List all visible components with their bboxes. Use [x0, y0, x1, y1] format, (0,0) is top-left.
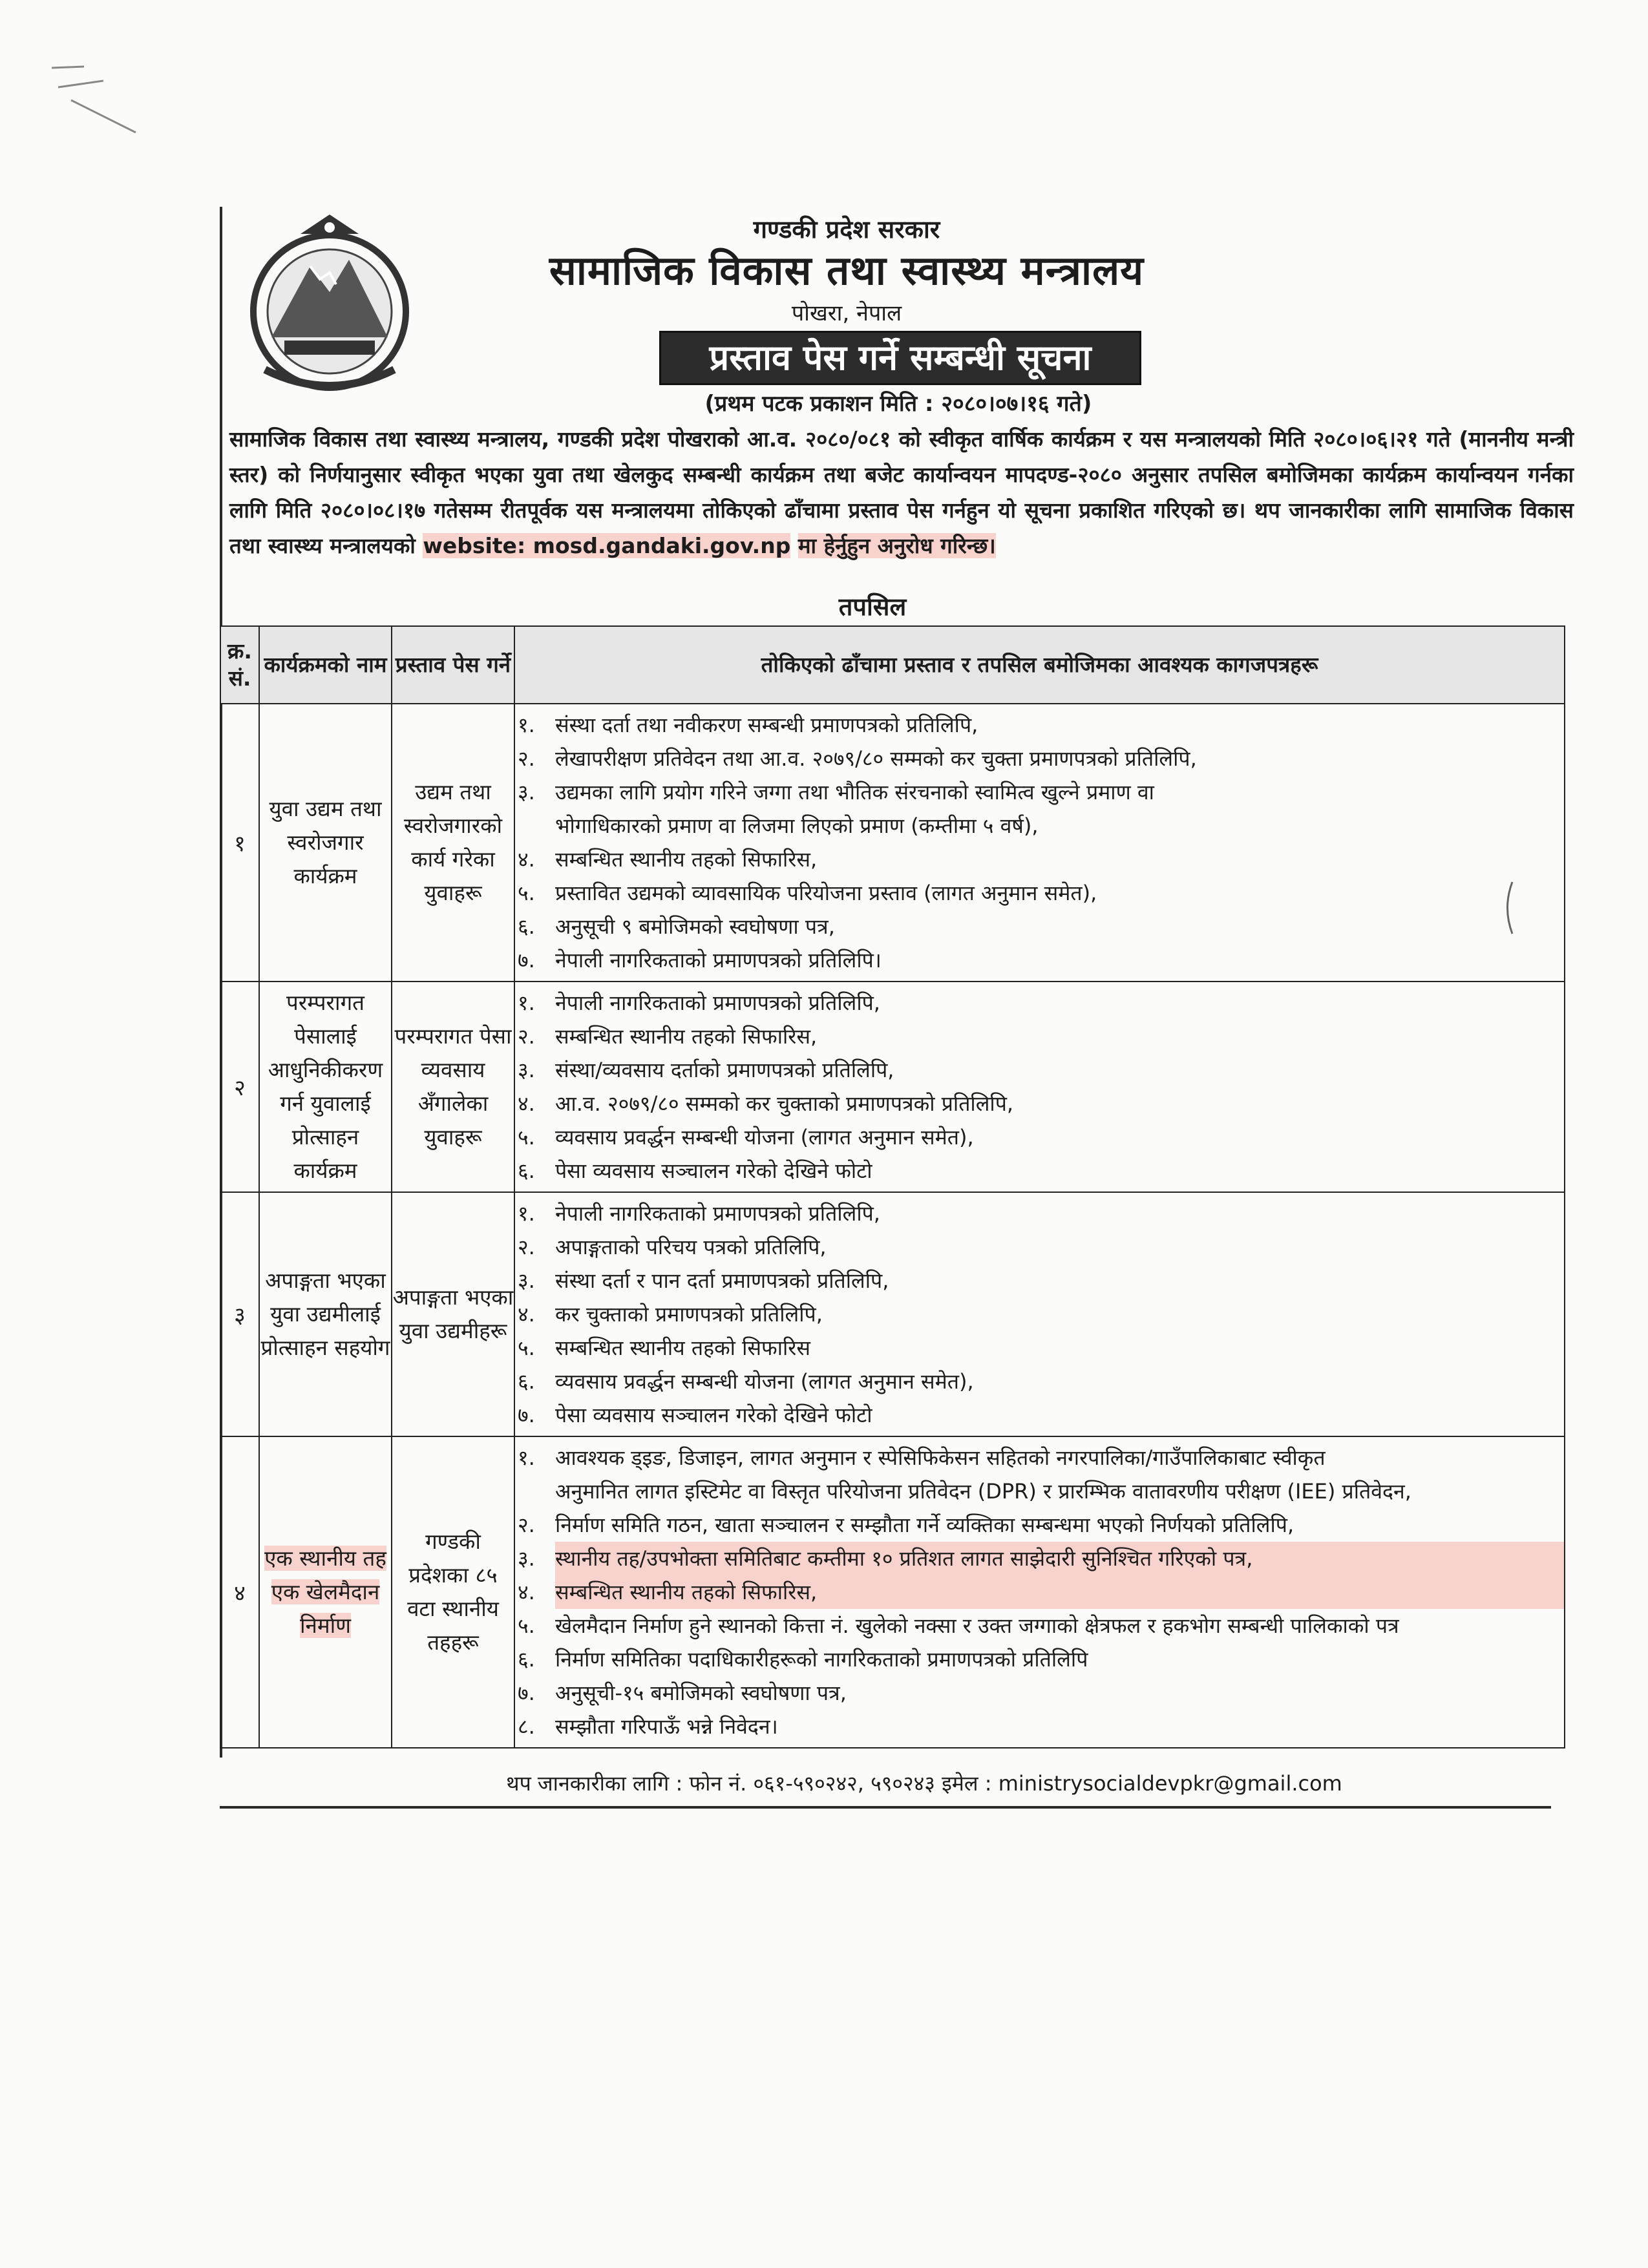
government-name: गण्डकी प्रदेश सरकार [753, 215, 940, 244]
document-text: सम्बन्धित स्थानीय तहको सिफारिस [555, 1336, 811, 1360]
document-item [518, 1609, 1564, 1643]
document-number: ४. [518, 1091, 535, 1116]
document-number: ६. [518, 1369, 535, 1394]
document-item [518, 1643, 1564, 1676]
document-item [518, 1331, 1564, 1365]
document-text: निर्माण समितिका पदाधिकारीहरूको नागरिकताको प्रमाणपत्रको प्रतिलिपि [555, 1647, 1088, 1672]
table-row [220, 704, 1565, 982]
document-number: १. [518, 713, 535, 737]
document-text: कर चुक्ताको प्रमाणपत्रको प्रतिलिपि, [555, 1302, 823, 1327]
document-text: खेलमैदान निर्माण हुने स्थानको कित्ता नं. खुलेको नक्सा र उक्त जग्गाको क्षेत्रफल र हकभोग सम्बन्धी पालिकाको पत्र [555, 1613, 1399, 1638]
document-number: ३. [518, 780, 535, 804]
document-number: ५. [518, 1613, 535, 1638]
table-header-row [220, 626, 1565, 704]
document-text: निर्माण समिति गठन, खाता सञ्चालन र सम्झौता गर्ने व्यक्तिका सम्बन्धमा भएको निर्णयको प्रतिलिपि, [555, 1513, 1294, 1537]
document-text: लेखापरीक्षण प्रतिवेदन तथा आ.व. २०७९/८० सम्मको कर चुक्ता प्रमाणपत्रको प्रतिलिपि, [555, 746, 1197, 771]
row-program [259, 982, 392, 1192]
document-item [518, 1676, 1564, 1710]
footer-rule [220, 1806, 1551, 1809]
document-text: व्यवसाय प्रवर्द्धन सम्बन्धी योजना (लागत अनुमान समेत), [555, 1125, 974, 1150]
document-text: आवश्यक ड्इङ, डिजाइन, लागत अनुमान र स्पेसिफिकेसन सहितको नगरपालिका/गाउँपालिकाबाट स्वीकृत [555, 1445, 1326, 1470]
document-item [518, 1087, 1564, 1120]
document-item [518, 1197, 1564, 1230]
document-text: संस्था दर्ता र पान दर्ता प्रमाणपत्रको प्रतिलिपि, [555, 1268, 889, 1293]
document-text: अनुमानित लागत इस्टिमेट वा विस्तृत परियोजना प्रतिवेदन (DPR) र प्रारम्भिक वातावरणीय परीक्षण (IEE) प्रतिवेदन, [555, 1479, 1411, 1504]
header-documents: तोकिएको ढाँचामा प्रस्ताव र तपसिल बमोजिमका आवश्यक कागजपत्रहरू [514, 626, 1565, 704]
document-number: ८. [518, 1714, 535, 1739]
table-row [220, 1192, 1565, 1436]
document-number: ४. [518, 1302, 535, 1327]
document-item [518, 1154, 1564, 1188]
table-row [220, 982, 1565, 1192]
document-text: उद्यमका लागि प्रयोग गरिने जग्गा तथा भौतिक संरचनाको स्वामित्व खुल्ने प्रमाण वा [555, 780, 1154, 804]
document-number: ७. [518, 1681, 535, 1705]
document-text: पेसा व्यवसाय सञ्चालन गरेको देखिने फोटो [555, 1159, 872, 1183]
annex-title: तपसिल [838, 593, 907, 621]
document-item [518, 1297, 1564, 1331]
document-text: संस्था/व्यवसाय दर्ताको प्रमाणपत्रको प्रतिलिपि, [555, 1058, 894, 1082]
contact-footer: थप जानकारीका लागि : फोन नं. ०६१-५९०२४२, ५९०२४३ इमेल : ministrysocialdevpkr@gmail.com [506, 1771, 1342, 1796]
document-item [518, 1053, 1564, 1087]
document-number: २. [518, 746, 535, 771]
document-item [518, 843, 1564, 876]
header-program: कार्यक्रमको नाम [259, 626, 392, 704]
document-text: सम्झौता गरिपाऊँ भन्ने निवेदन। [555, 1714, 778, 1739]
document-item [518, 1264, 1564, 1297]
intro-paragraph [229, 421, 1574, 563]
document-text: आ.व. २०७९/८० सम्मको कर चुक्ताको प्रमाणपत्रको प्रतिलिपि, [555, 1091, 1014, 1116]
document-text: सम्बन्धित स्थानीय तहको सिफारिस, [555, 1575, 1564, 1609]
document-text: भोगाधिकारको प्रमाण वा लिजमा लिएको प्रमाण (कम्तीमा ५ वर्ष), [555, 814, 1039, 838]
document-item [518, 1441, 1564, 1475]
document-number: १. [518, 1201, 535, 1226]
document-item [518, 876, 1564, 910]
row-sn: २ [220, 982, 259, 1192]
table-row [220, 1436, 1565, 1748]
document-number: १. [518, 1445, 535, 1470]
row-sn: ४ [220, 1436, 259, 1748]
row-sn: ३ [220, 1192, 259, 1436]
document-number: ४. [518, 847, 535, 872]
document-text: नेपाली नागरिकताको प्रमाणपत्रको प्रतिलिपि। [555, 948, 882, 972]
document-number: ५. [518, 1336, 535, 1360]
row-applicant: उद्यम तथा स्वरोजगारको कार्य गरेका युवाहरू [392, 704, 514, 982]
document-number: ६. [518, 1647, 535, 1672]
header-sn: क्र. सं. [220, 626, 259, 704]
notice-title: प्रस्ताव पेस गर्ने सम्बन्धी सूचना [659, 331, 1141, 385]
row-program [259, 704, 392, 982]
document-text: अनुसूची ९ बमोजिमको स्वघोषणा पत्र, [555, 914, 835, 939]
row-program [259, 1192, 392, 1436]
document-item [518, 1508, 1564, 1542]
row-documents [514, 1436, 1565, 1748]
document-item [518, 1575, 1564, 1609]
row-applicant: परम्परागत पेसा व्यवसाय अँगालेका युवाहरू [392, 982, 514, 1192]
ministry-website: website: mosd.gandaki.gov.np [423, 533, 791, 558]
document-text: प्रस्तावित उद्यमको व्यावसायिक परियोजना प्रस्ताव (लागत अनुमान समेत), [555, 881, 1097, 905]
document-number: ५. [518, 1125, 535, 1150]
document-number: २. [518, 1024, 535, 1049]
nepal-emblem-logo [239, 208, 420, 402]
document-number: ६. [518, 914, 535, 939]
document-text: संस्था दर्ता तथा नवीकरण सम्बन्धी प्रमाणपत्रको प्रतिलिपि, [555, 713, 978, 737]
row-applicant: गण्डकी प्रदेशका ८५ वटा स्थानीय तहहरू [392, 1436, 514, 1748]
document-item [518, 809, 1564, 843]
document-item [518, 986, 1564, 1020]
row-documents [514, 704, 1565, 982]
scan-mark [45, 61, 142, 139]
document-item [518, 943, 1564, 977]
document-item [518, 1120, 1564, 1154]
margin-mark [1499, 879, 1519, 937]
document-text: अपाङ्गताको परिचय पत्रको प्रतिलिपि, [555, 1235, 827, 1259]
document-text: स्थानीय तह/उपभोक्ता समितिबाट कम्तीमा १० प्रतिशत लागत साझेदारी सुनिश्चित गरिएको पत्र, [555, 1542, 1564, 1575]
document-text: सम्बन्धित स्थानीय तहको सिफारिस, [555, 847, 818, 872]
header-applicant: प्रस्ताव पेस गर्ने [392, 626, 514, 704]
publish-date: (प्रथम पटक प्रकाशन मिति : २०८०।०७।१६ गते) [704, 391, 1092, 417]
document-number: २. [518, 1513, 535, 1537]
document-number: ३. [518, 1058, 535, 1082]
document-item [518, 1542, 1564, 1575]
document-item [518, 1710, 1564, 1743]
program-name: युवा उद्यम तथा स्वरोजगार कार्यक्रम [269, 796, 382, 888]
document-text: नेपाली नागरिकताको प्रमाणपत्रको प्रतिलिपि, [555, 991, 880, 1015]
program-name: अपाङ्गता भएका युवा उद्यमीलाई प्रोत्साहन सहयोग [260, 1268, 390, 1360]
document-text: पेसा व्यवसाय सञ्चालन गरेको देखिने फोटो [555, 1403, 872, 1427]
document-item [518, 1365, 1564, 1398]
document-number: ६. [518, 1159, 535, 1183]
row-documents [514, 1192, 1565, 1436]
document-item [518, 708, 1564, 742]
document-number: ३. [518, 1546, 535, 1571]
document-number: २. [518, 1235, 535, 1259]
row-sn: १ [220, 704, 259, 982]
program-name: परम्परागत पेसालाई आधुनिकीकरण गर्न युवालाई प्रोत्साहन कार्यक्रम [268, 990, 383, 1183]
document-item [518, 775, 1564, 809]
row-program [259, 1436, 392, 1748]
document-number: ७. [518, 948, 535, 972]
document-item [518, 1230, 1564, 1264]
intro-text: सामाजिक विकास तथा स्वास्थ्य मन्त्रालय, गण्डकी प्रदेश पोखराको आ.व. २०८०/०८१ को स्वीकृत वार्षिक कार्यक्रम र यस मन्त्रालयको मिति २०८०।०६।२१ गते (माननीय मन्त्री स्तर) को निर्णयानुसार स्वीकृत भएका युवा तथा खेलकुद सम्बन्धी कार्यक्रम तथा बजेट कार्यान्वयन मापदण्ड-२०८० अनुसार तपसिल बमोजिमका कार्यक्रम कार्यान्वयन गर्नका लागि मिति २०८०।०८।१७ गतेसम्म रीतपूर्वक यस मन्त्रालयमा तोकिएको ढाँचामा प्रस्ताव पेस गर्नहुन यो सूचना प्रकाशित गरिएको छ। थप जानकारीका लागि सामाजिक विकास तथा स्वास्थ्य मन्त्रालयको [229, 426, 1574, 558]
program-name: एक स्थानीय तह एक खेलमैदान निर्माण [264, 1546, 386, 1638]
document-number: ५. [518, 881, 535, 905]
requirements-table [220, 625, 1565, 1748]
document-text: अनुसूची-१५ बमोजिमको स्वघोषणा पत्र, [555, 1681, 847, 1705]
document-item [518, 1020, 1564, 1053]
document-number: ७. [518, 1403, 535, 1427]
document-text: नेपाली नागरिकताको प्रमाणपत्रको प्रतिलिपि, [555, 1201, 880, 1226]
ministry-location: पोखरा, नेपाल [791, 300, 902, 326]
document-text: व्यवसाय प्रवर्द्धन सम्बन्धी योजना (लागत अनुमान समेत), [555, 1369, 974, 1394]
document-number [518, 809, 555, 843]
document-number: ४. [518, 1580, 535, 1604]
row-documents [514, 982, 1565, 1192]
document-item [518, 742, 1564, 775]
document-number: १. [518, 991, 535, 1015]
document-number: ३. [518, 1268, 535, 1293]
document-number [518, 1475, 555, 1508]
document-item [518, 910, 1564, 943]
ministry-name: सामाजिक विकास तथा स्वास्थ्य मन्त्रालय [549, 247, 1145, 294]
intro-closing: मा हेर्नुहुन अनुरोध गरिन्छ। [798, 533, 996, 558]
document-item [518, 1475, 1564, 1508]
row-applicant: अपाङ्गता भएका युवा उद्यमीहरू [392, 1192, 514, 1436]
document-item [518, 1398, 1564, 1432]
document-text: सम्बन्धित स्थानीय तहको सिफारिस, [555, 1024, 818, 1049]
